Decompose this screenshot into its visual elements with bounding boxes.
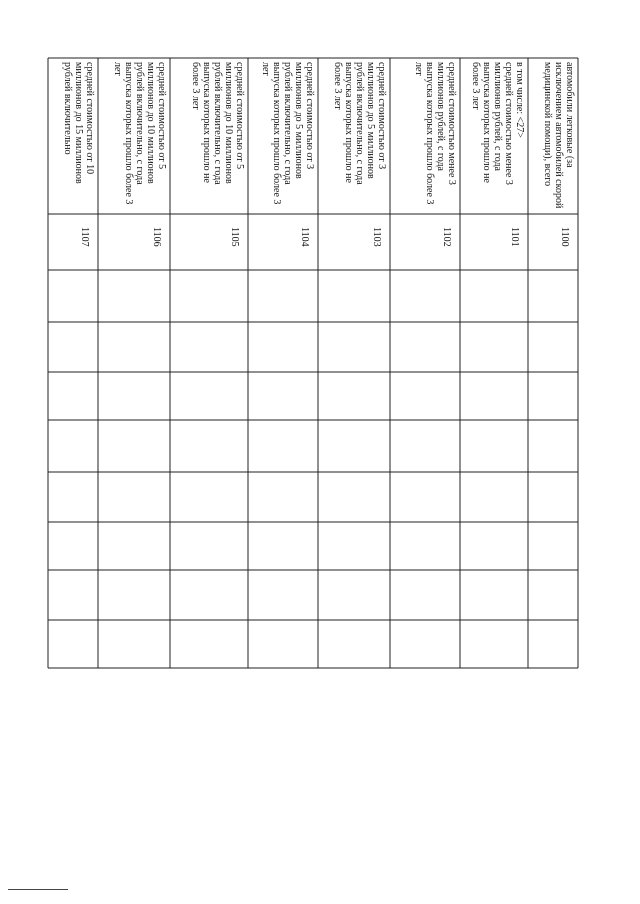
row-code: 1100 — [559, 227, 570, 247]
row-code: 1103 — [371, 227, 382, 247]
row-label: средней стоимостью менее 3 миллионов рублей, с года выпуска которых прошло более 3 лет — [413, 62, 457, 205]
row-label: автомобили легковые (за исключением автомобилей скорой медицинской помощи), всего — [542, 62, 575, 209]
row-code: 1105 — [229, 227, 240, 247]
row-label: средней стоимостью от 10 миллионов до 15 миллионов рублей включительно — [62, 62, 95, 184]
row-label: средней стоимостью от 5 миллионов до 10 миллионов рублей включительно, с года выпуска которых прошло более 3 лет — [112, 62, 167, 205]
row-code: 1107 — [79, 227, 90, 247]
row-label: средней стоимостью от 5 миллионов до 10 миллионов рублей включительно, с года выпуска которых прошло не более 3 лет — [190, 62, 245, 185]
row-label: средней стоимостью от 3 миллионов до 5 миллионов рублей включительно, с года выпуска которых прошло не более 3 лет — [332, 62, 387, 185]
row-label: средней стоимостью от 3 миллионов до 5 миллионов рублей включительно, с года выпуска которых прошло более 3 лет — [260, 62, 315, 205]
row-code: 1106 — [151, 227, 162, 247]
row-code: 1102 — [441, 227, 452, 247]
row-code: 1101 — [509, 227, 520, 247]
row-label: в том числе: <27> средней стоимостью менее 3 миллионов рублей, с года выпуска которых прошло не более 3 лет — [470, 62, 525, 185]
row-code: 1104 — [299, 227, 310, 247]
footnote-separator-line — [8, 889, 68, 890]
